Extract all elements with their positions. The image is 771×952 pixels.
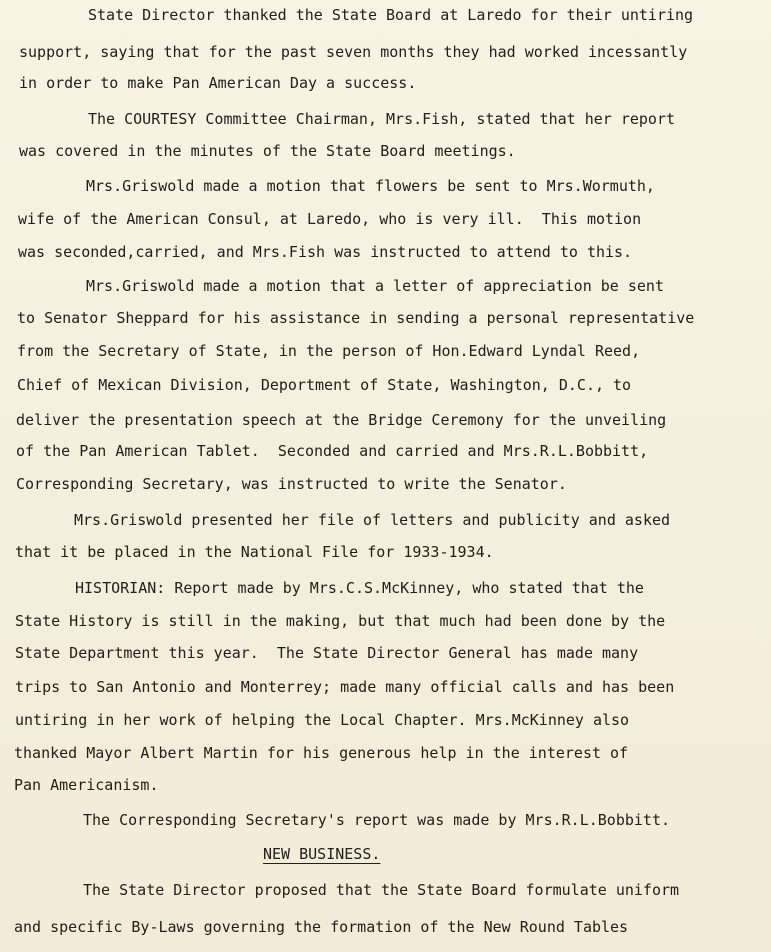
text-line-4: The COURTESY Committee Chairman, Mrs.Fish, stated that her report bbox=[88, 110, 675, 128]
text-line-10: to Senator Sheppard for his assistance in sending a personal representative bbox=[17, 309, 695, 327]
text-line-16: Mrs.Griswold presented her file of letters and publicity and asked bbox=[74, 511, 671, 529]
text-line-8: was seconded,carried, and Mrs.Fish was instructed to attend to this. bbox=[18, 243, 633, 261]
text-line-3: in order to make Pan American Day a success. bbox=[19, 74, 417, 92]
text-line-12: Chief of Mexican Division, Deportment of State, Washington, D.C., to bbox=[17, 376, 632, 394]
text-line-15: Corresponding Secretary, was instructed to write the Senator. bbox=[16, 475, 567, 493]
text-line-18: HISTORIAN: Report made by Mrs.C.S.McKinney, who stated that the bbox=[75, 579, 644, 597]
text-line-23: thanked Mayor Albert Martin for his generous help in the interest of bbox=[14, 744, 629, 762]
text-line-9: Mrs.Griswold made a motion that a letter of appreciation be sent bbox=[86, 277, 664, 295]
text-line-17: that it be placed in the National File for 1933-1934. bbox=[15, 543, 494, 561]
text-line-19: State History is still in the making, but that much had been done by the bbox=[15, 612, 666, 630]
text-line-11: from the Secretary of State, in the person of Hon.Edward Lyndal Reed, bbox=[17, 342, 641, 360]
text-line-27: The State Director proposed that the State Board formulate uniform bbox=[83, 881, 680, 899]
text-line-21: trips to San Antonio and Monterrey; made many official calls and has been bbox=[15, 678, 675, 696]
new-business-heading: NEW BUSINESS. bbox=[263, 845, 381, 863]
text-line-28: and specific By-Laws governing the formation of the New Round Tables bbox=[14, 918, 629, 936]
text-line-24: Pan Americanism. bbox=[14, 776, 159, 794]
text-line-5: was covered in the minutes of the State Board meetings. bbox=[19, 142, 516, 160]
text-line-7: wife of the American Consul, at Laredo, who is very ill. This motion bbox=[18, 210, 642, 228]
text-line-25: The Corresponding Secretary's report was made by Mrs.R.L.Bobbitt. bbox=[83, 811, 670, 829]
text-line-20: State Department this year. The State Director General has made many bbox=[15, 644, 639, 662]
text-line-14: of the Pan American Tablet. Seconded and carried and Mrs.R.L.Bobbitt, bbox=[16, 442, 649, 460]
text-line-2: support, saying that for the past seven months they had worked incessantly bbox=[19, 43, 688, 61]
text-line-6: Mrs.Griswold made a motion that flowers be sent to Mrs.Wormuth, bbox=[86, 177, 655, 195]
text-line-22: untiring in her work of helping the Local Chapter. Mrs.McKinney also bbox=[15, 711, 630, 729]
text-line-1: State Director thanked the State Board at Laredo for their untiring bbox=[88, 6, 694, 24]
text-line-13: deliver the presentation speech at the Bridge Ceremony for the unveiling bbox=[16, 411, 667, 429]
